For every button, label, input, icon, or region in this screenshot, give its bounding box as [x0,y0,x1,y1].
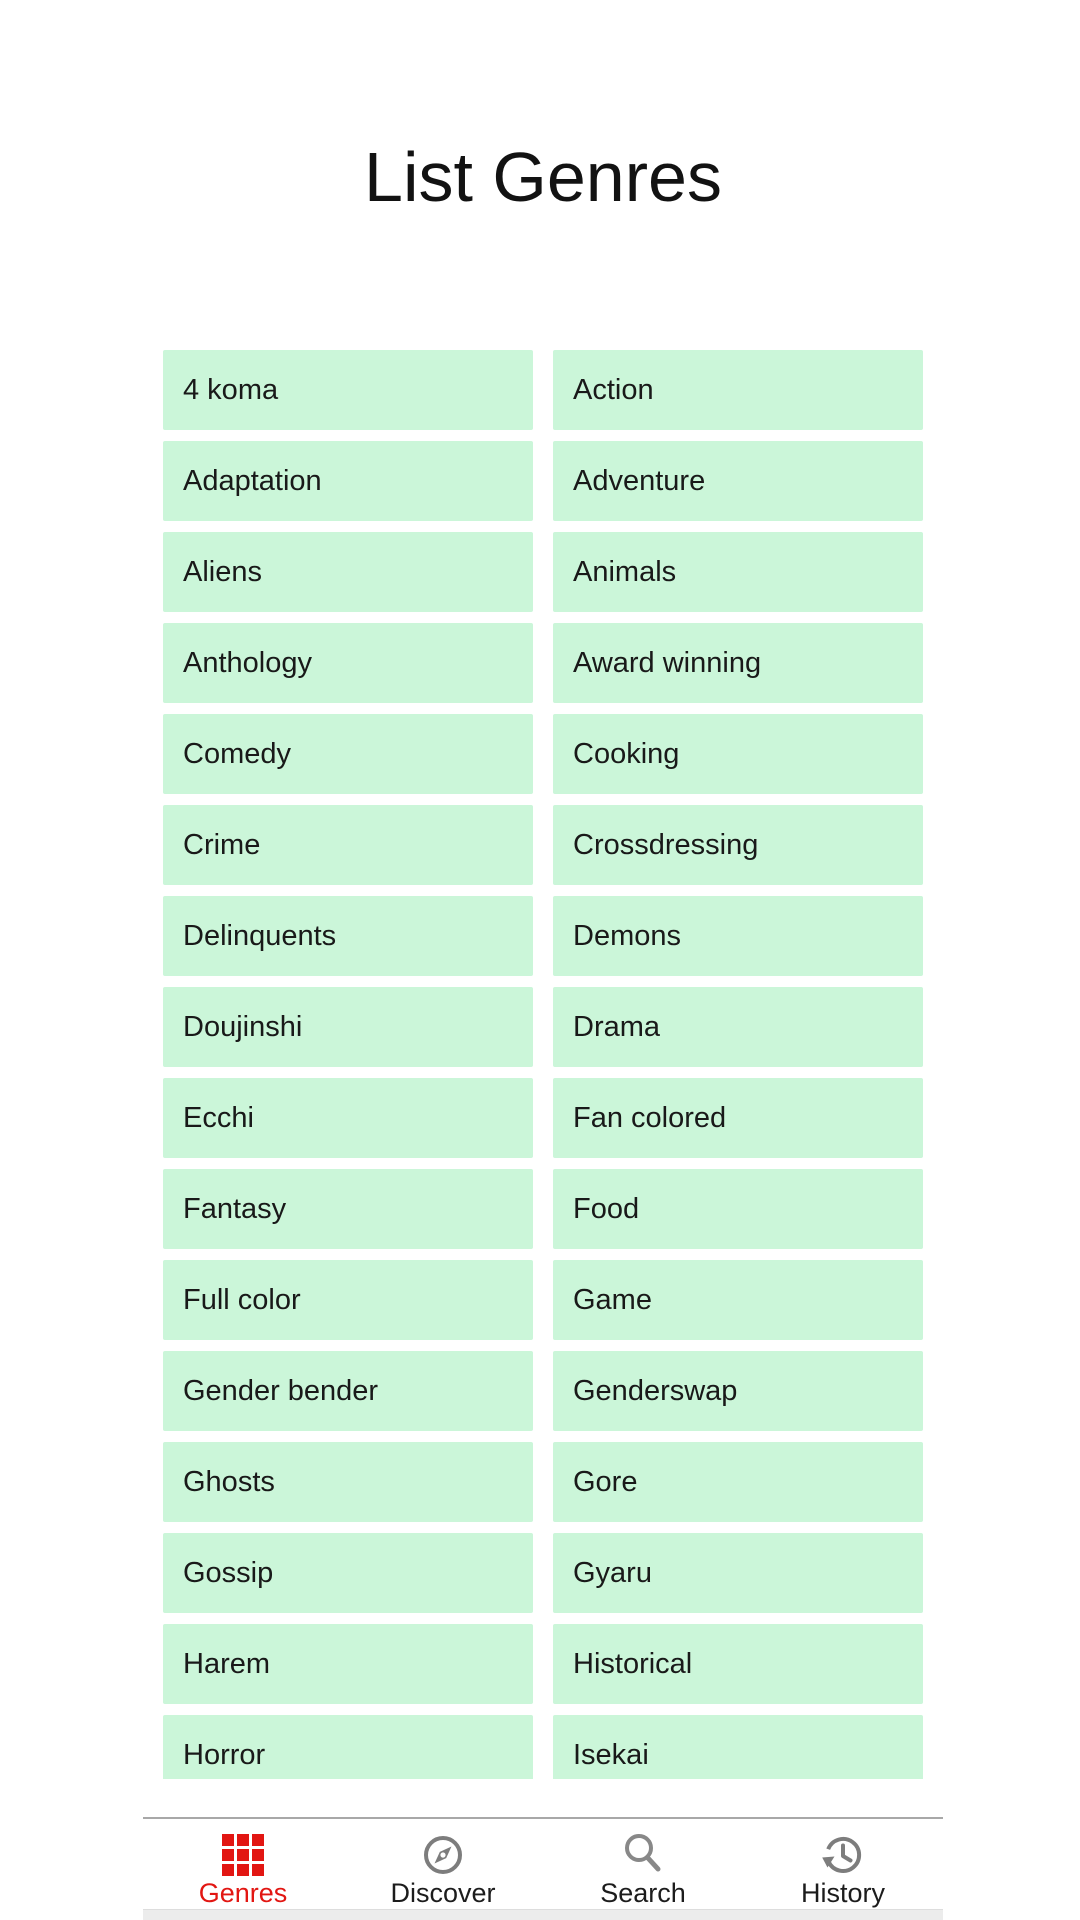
genre-button[interactable]: Adaptation [163,441,533,521]
genre-button[interactable]: Crime [163,805,533,885]
genre-button[interactable]: Delinquents [163,896,533,976]
genre-button[interactable]: Fantasy [163,1169,533,1249]
page-title: List Genres [364,138,722,216]
genre-button[interactable]: Doujinshi [163,987,533,1067]
genre-button[interactable]: Gossip [163,1533,533,1613]
compass-icon [421,1833,465,1877]
history-icon [821,1833,865,1877]
nav-label-discover: Discover [390,1878,496,1908]
genre-button[interactable]: Comedy [163,714,533,794]
genre-button[interactable]: Animals [553,532,923,612]
nav-item-history[interactable] [743,1819,943,1911]
genre-button[interactable]: Drama [553,987,923,1067]
genre-list-viewport [163,350,923,1779]
genre-button[interactable]: Aliens [163,532,533,612]
genre-button[interactable]: Game [553,1260,923,1340]
genre-button[interactable]: Isekai [553,1715,923,1779]
genre-grid [163,350,923,1779]
genre-button[interactable]: 4 koma [163,350,533,430]
genre-button[interactable]: Genderswap [553,1351,923,1431]
genre-button[interactable]: Gender bender [163,1351,533,1431]
genre-button[interactable]: Gore [553,1442,923,1522]
nav-label-search: Search [600,1878,686,1908]
genre-button[interactable]: Crossdressing [553,805,923,885]
genre-button[interactable]: Gyaru [553,1533,923,1613]
nav-item-discover[interactable] [343,1819,543,1911]
genre-button[interactable]: Cooking [553,714,923,794]
genre-button[interactable]: Anthology [163,623,533,703]
nav-item-search[interactable] [543,1819,743,1911]
search-icon [621,1833,665,1877]
nav-label-history: History [800,1878,885,1908]
genre-button[interactable]: Ecchi [163,1078,533,1158]
nav-label-genres: Genres [198,1878,288,1908]
genre-button[interactable]: Award winning [553,623,923,703]
grid-icon [221,1833,265,1877]
nav-item-genres[interactable] [143,1819,343,1911]
genre-button[interactable]: Food [553,1169,923,1249]
genre-button[interactable]: Action [553,350,923,430]
genre-button[interactable]: Demons [553,896,923,976]
genre-button[interactable]: Historical [553,1624,923,1704]
genre-button[interactable]: Ghosts [163,1442,533,1522]
bottom-nav-bar [143,1817,943,1911]
genre-button[interactable]: Harem [163,1624,533,1704]
genre-button[interactable]: Full color [163,1260,533,1340]
home-gesture-strip [143,1909,943,1920]
genre-button[interactable]: Fan colored [553,1078,923,1158]
genre-button[interactable]: Horror [163,1715,533,1779]
genre-button[interactable]: Adventure [553,441,923,521]
app-window [143,0,943,1920]
